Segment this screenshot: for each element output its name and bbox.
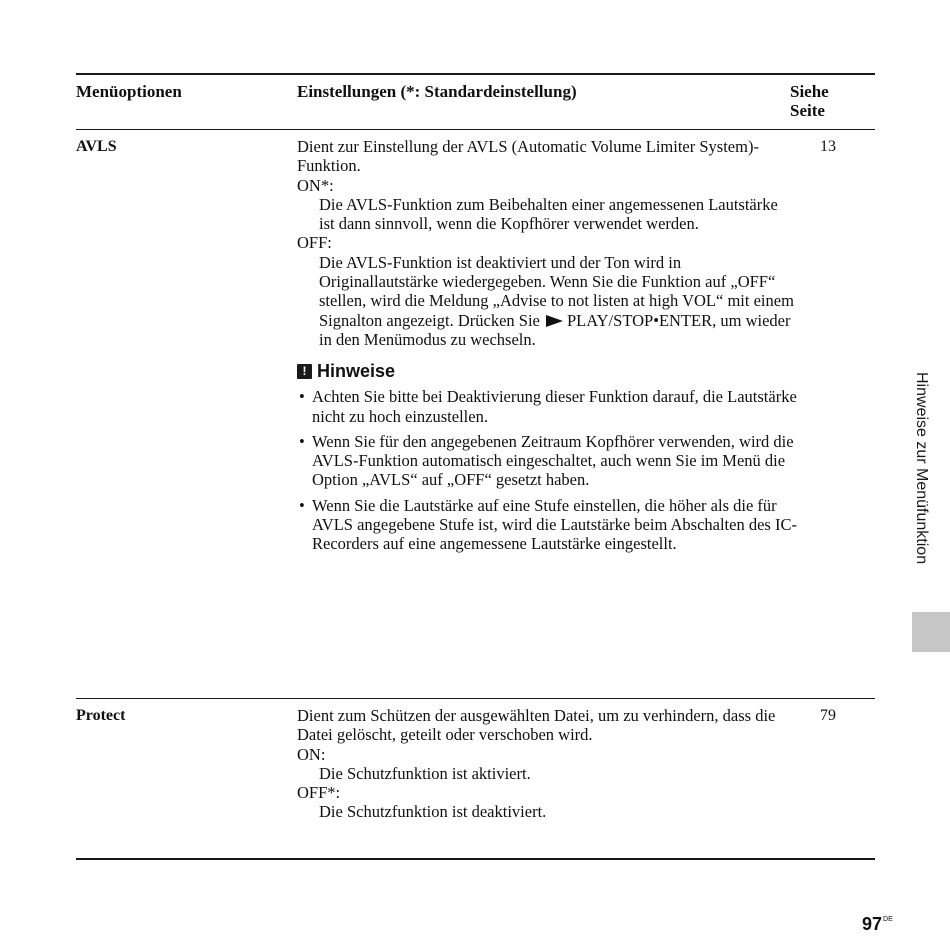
header-see-page-line2: Seite [790, 101, 825, 120]
note-item [297, 496, 797, 554]
protect-off-text: Die Schutzfunktion ist deaktiviert. [319, 802, 547, 822]
avls-description [297, 137, 797, 560]
row-divider-rule [76, 698, 875, 699]
side-tab-label: Hinweise zur Menüfunktion [913, 372, 930, 565]
option-name-avls: AVLS [76, 138, 117, 155]
header-see-page-line1: Siehe [790, 82, 829, 101]
avls-intro: Dient zur Einstellung der AVLS (Automatic Volume Limiter System)-Funktion. [297, 137, 759, 176]
notes-heading [297, 361, 797, 381]
note-warning-icon: ! [297, 364, 312, 379]
header-see-page [790, 82, 829, 120]
note-text: Wenn Sie die Lautstärke auf eine Stufe einstellen, die höher als die für AVLS angegebene Stufe ist, wird die Lautstärke beim Abschalten des IC-Recorders auf eine angemessene Lautstärke eingestellt. [312, 495, 797, 554]
note-item [297, 387, 797, 426]
note-item [297, 432, 797, 490]
page-ref-avls: 13 [820, 138, 836, 155]
avls-off-text-before: Die AVLS-Funktion ist deaktiviert und der Ton wird in Originallautstärke wiedergegeben. Wenn Sie die Funktion auf „OFF“ stellen, wird die Meldung „Advise to not listen at high VOL“ mit einem Signalton angezeigt. Drücken Sie [319, 252, 794, 330]
note-text: Wenn Sie für den angegebenen Zeitraum Kopfhörer verwenden, wird die AVLS-Funktion automatisch eingeschaltet, auch wenn Sie im Menü die Option „AVLS“ auf „OFF“ gesetzt haben. [312, 431, 794, 490]
note-text: Achten Sie bitte bei Deaktivierung dieser Funktion darauf, die Lautstärke nicht zu hoch einzustellen. [312, 387, 797, 426]
protect-description [297, 706, 797, 822]
avls-off-text [297, 253, 797, 349]
side-tab-marker [912, 612, 950, 652]
protect-intro: Dient zum Schützen der ausgewählten Datei, um zu verhindern, dass die Datei gelöscht, geteilt oder verschoben wird. [297, 706, 776, 745]
avls-off-label: OFF: [297, 233, 332, 253]
avls-on-label: ON*: [297, 175, 334, 195]
bullet: • [299, 387, 305, 407]
bullet: • [299, 495, 305, 515]
header-bottom-rule [76, 129, 875, 130]
page-number [862, 914, 893, 935]
play-triangle-icon [546, 315, 563, 327]
page-ref-protect: 79 [820, 707, 836, 724]
table-top-rule [76, 73, 875, 75]
header-settings: Einstellungen (*: Standardeinstellung) [297, 82, 577, 101]
page-number-suffix: DE [883, 916, 893, 923]
table-bottom-rule [76, 858, 875, 860]
protect-off-label: OFF*: [297, 783, 341, 803]
protect-on-text: Die Schutzfunktion ist aktiviert. [319, 763, 531, 783]
avls-off-text-after: PLAY/STOP•ENTER, um wieder in den Menümodus zu wechseln. [319, 310, 791, 349]
notes-title: Hinweise [317, 361, 396, 382]
protect-on-label: ON: [297, 744, 326, 764]
page-number-value: 97 [862, 914, 883, 934]
bullet: • [299, 431, 305, 451]
notes-list [297, 387, 797, 553]
option-name-protect: Protect [76, 707, 126, 724]
header-menu-options: Menüoptionen [76, 82, 182, 101]
avls-on-text: Die AVLS-Funktion zum Beibehalten einer angemessenen Lautstärke ist dann sinnvoll, wenn die Kopfhörer verwendet werden. [319, 194, 778, 234]
